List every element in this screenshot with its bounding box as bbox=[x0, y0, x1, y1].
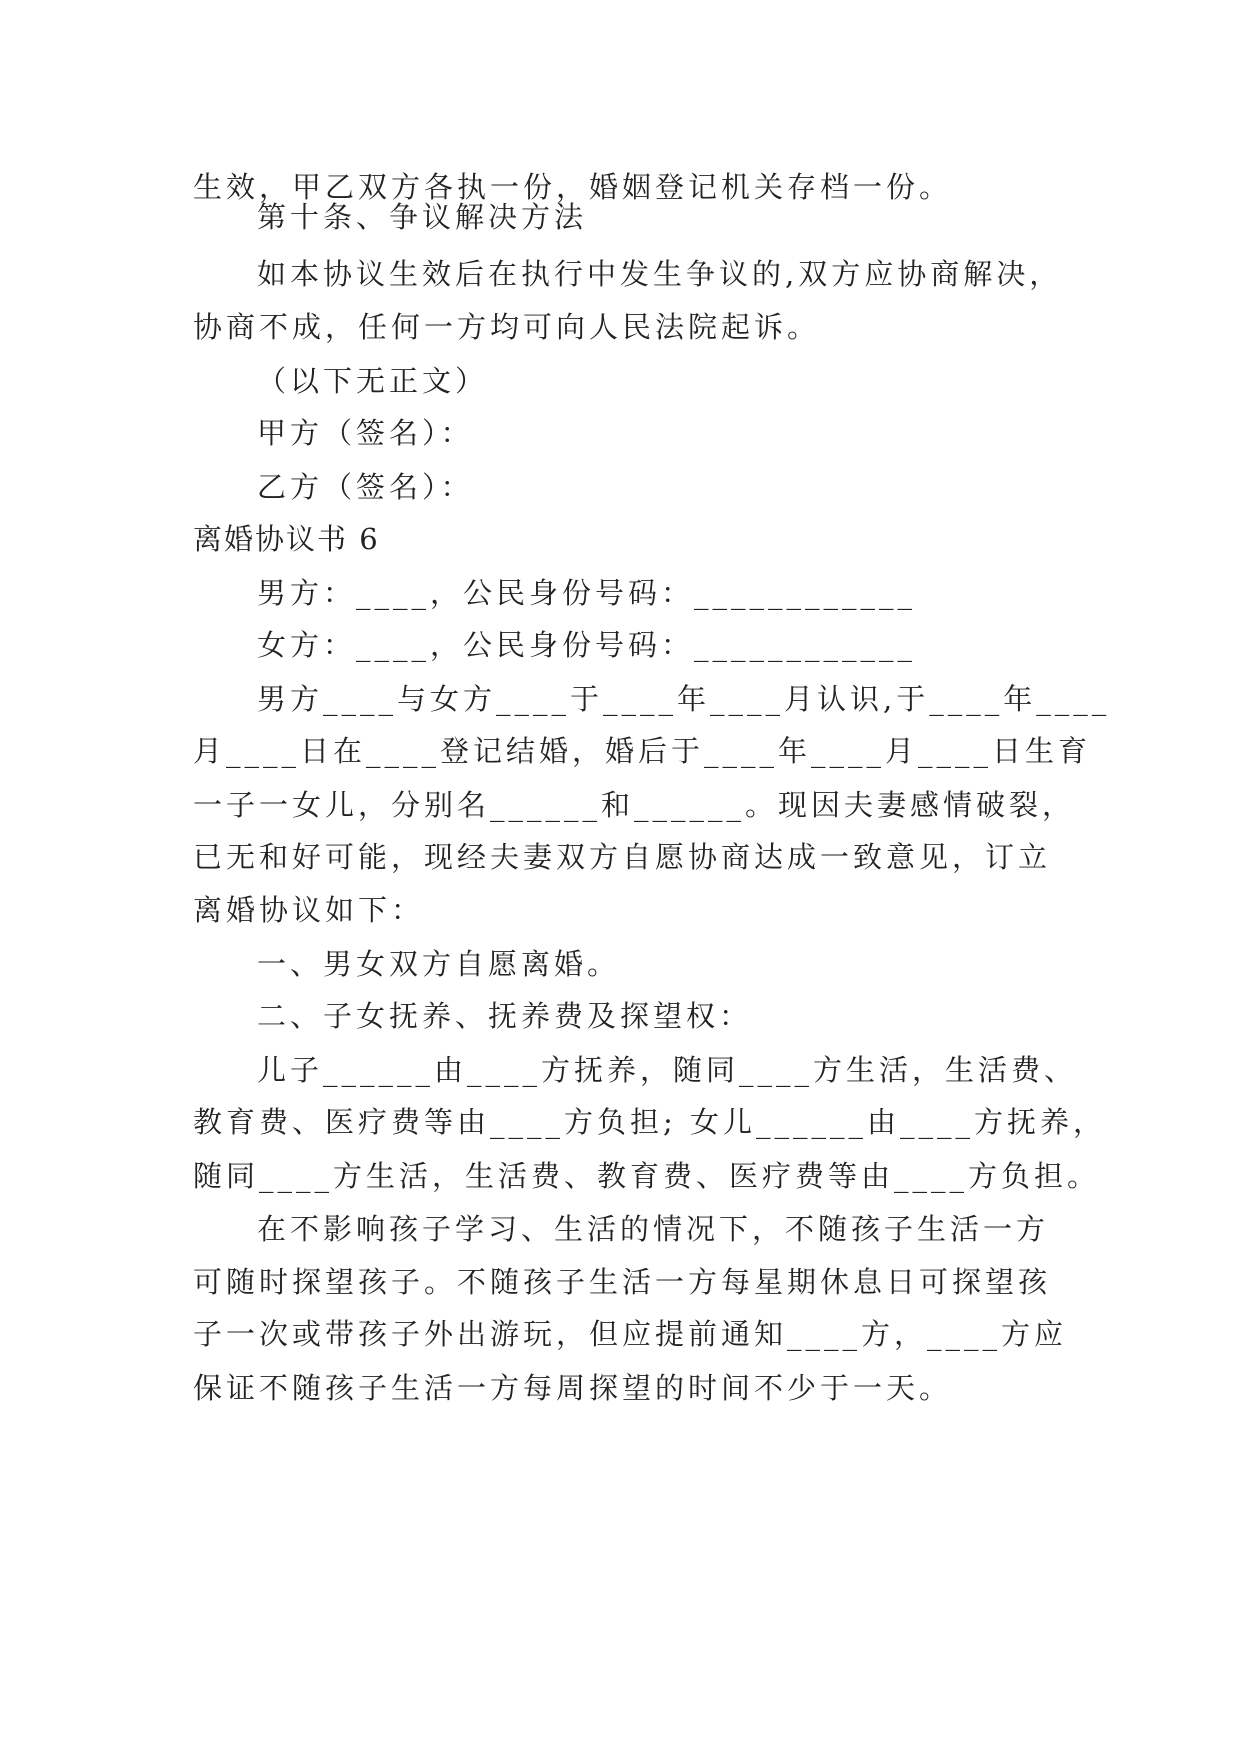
clause-1: 一、男女双方自愿离婚。 bbox=[257, 947, 621, 981]
husband-id-line: 男方：____，公民身份号码：____________ bbox=[257, 576, 917, 610]
text-line-20: 随同____方生活，生活费、教育费、医疗费等由____方负担。 bbox=[193, 1159, 1101, 1193]
text-line-11: 男方____与女方____于____年____月认识,于____年____ bbox=[257, 682, 1111, 716]
clause-2-heading: 二、子女抚养、抚养费及探望权： bbox=[257, 999, 753, 1033]
text-line-4: 协商不成，任何一方均可向人民法院起诉。 bbox=[193, 310, 821, 344]
text-line-21: 在不影响孩子学习、生活的情况下，不随孩子生活一方 bbox=[257, 1212, 1050, 1246]
agreement-title: 离婚协议书 6 bbox=[193, 522, 380, 556]
text-line-14: 已无和好可能，现经夫妻双方自愿协商达成一致意见，订立 bbox=[193, 840, 1052, 874]
text-line-23: 子一次或带孩子外出游玩，但应提前通知____方，____方应 bbox=[193, 1317, 1068, 1351]
wife-id-line: 女方：____，公民身份号码：____________ bbox=[257, 628, 917, 662]
party-b-signature-line: 乙方（签名）： bbox=[257, 470, 474, 504]
text-line-18: 儿子______由____方抚养，随同____方生活，生活费、 bbox=[257, 1053, 1078, 1087]
text-line-13: 一子一女儿，分别名______和______。现因夫妻感情破裂， bbox=[193, 788, 1076, 822]
text-line-24: 保证不随孩子生活一方每周探望的时间不少于一天。 bbox=[193, 1371, 953, 1405]
text-line-12: 月____日在____登记结婚，婚后于____年____月____日生育 bbox=[193, 734, 1092, 768]
text-line-1: 生效，甲乙双方各执一份，婚姻登记机关存档一份。 bbox=[193, 170, 953, 204]
text-line-19: 教育费、医疗费等由____方负担; 女儿______由____方抚养， bbox=[193, 1105, 1106, 1139]
text-line-22: 可随时探望孩子。不随孩子生活一方每星期休息日可探望孩 bbox=[193, 1265, 1052, 1299]
text-line-3: 如本协议生效后在执行中发生争议的,双方应协商解决， bbox=[257, 257, 1063, 291]
no-further-text-note: （以下无正文） bbox=[257, 364, 489, 398]
party-a-signature-line: 甲方（签名）： bbox=[257, 416, 474, 450]
section-heading-article-10: 第十条、争议解决方法 bbox=[257, 200, 588, 234]
text-line-15: 离婚协议如下： bbox=[193, 893, 425, 927]
